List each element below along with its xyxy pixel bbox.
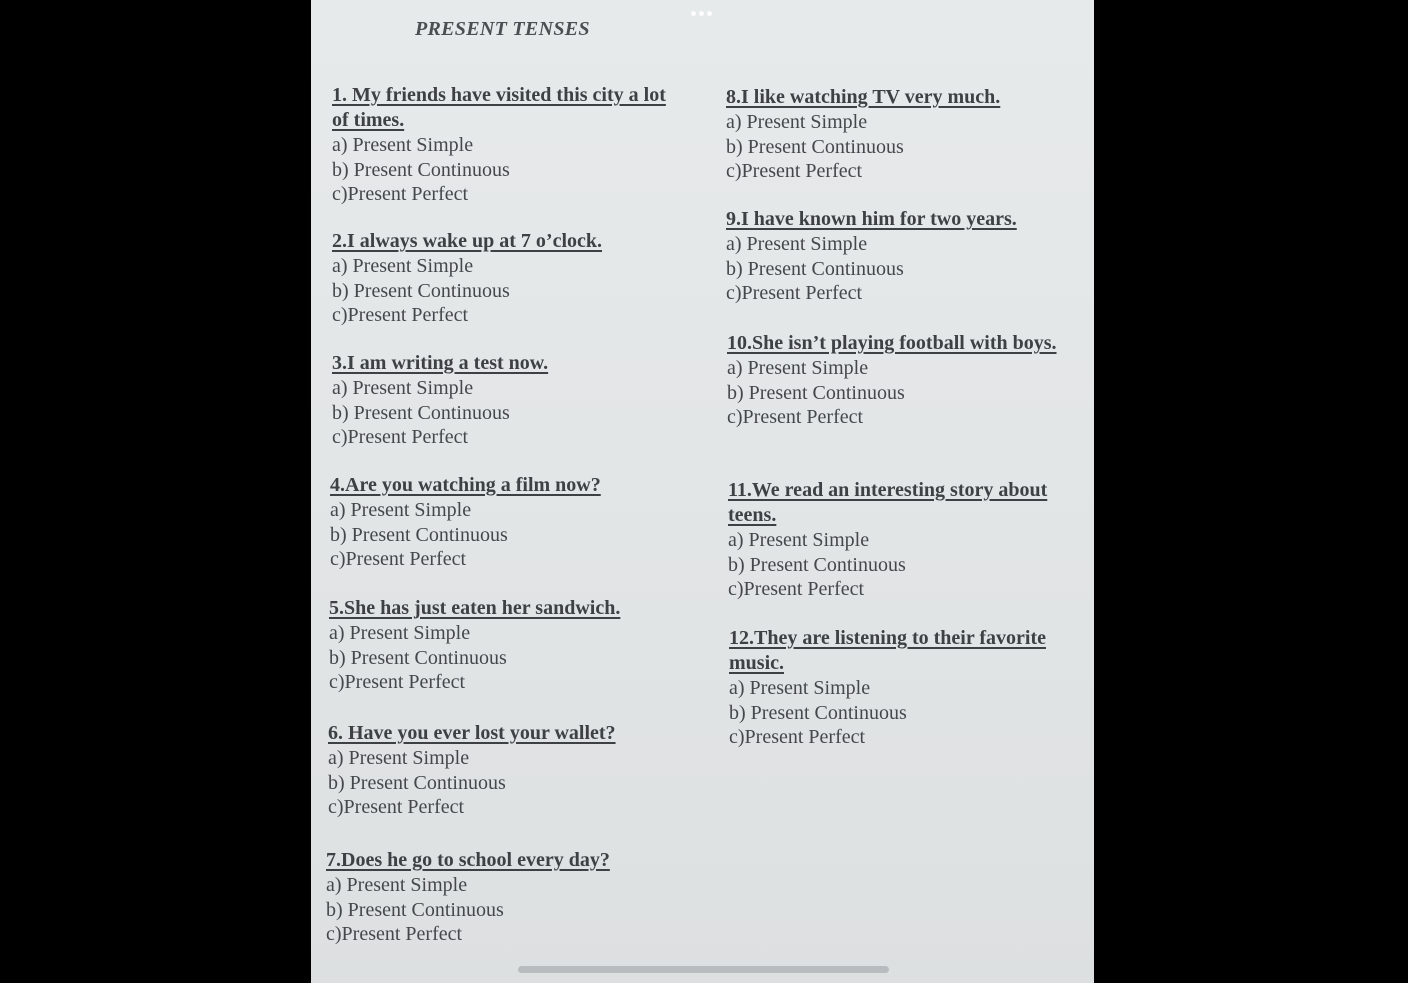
dot	[699, 11, 704, 16]
option-c: c)Present Perfect	[329, 671, 466, 693]
question-text: 6. Have you ever lost your wallet?	[328, 722, 616, 744]
option-b: b) Present Continuous	[727, 381, 905, 404]
option-a: a) Present Simple	[328, 747, 470, 769]
worksheet-page	[311, 0, 1094, 983]
option-a: a) Present Simple	[727, 357, 869, 379]
option-a: a) Present Simple	[729, 677, 871, 699]
question-2	[332, 229, 672, 328]
option-b: b) Present Continuous	[728, 553, 906, 576]
option-c: c)Present Perfect	[326, 923, 463, 945]
option-a: a) Present Simple	[332, 134, 474, 156]
option-b: b) Present Continuous	[328, 771, 506, 794]
option-a: a) Present Simple	[332, 255, 474, 277]
question-text: 1. My friends have visited this city a lot of times.	[332, 84, 666, 131]
question-text: 12.They are listening to their favorite music.	[729, 627, 1046, 674]
more-options-icon[interactable]	[691, 11, 712, 16]
question-text: 3.I am writing a test now.	[332, 352, 549, 374]
option-a: a) Present Simple	[726, 233, 868, 255]
question-text: 9.I have known him for two years.	[726, 208, 1017, 230]
question-text: 4.Are you watching a film now?	[330, 474, 601, 496]
option-c: c)Present Perfect	[729, 726, 866, 748]
question-text: 11.We read an interesting story about teens.	[728, 479, 1048, 526]
question-6	[328, 721, 678, 820]
option-c: c)Present Perfect	[330, 548, 467, 570]
question-7	[326, 848, 676, 947]
option-c: c)Present Perfect	[332, 183, 469, 205]
option-c: c)Present Perfect	[726, 282, 863, 304]
question-text: 10.She isn’t playing football with boys.	[727, 332, 1057, 354]
option-c: c)Present Perfect	[332, 304, 469, 326]
option-b: b) Present Continuous	[726, 257, 904, 280]
option-b: b) Present Continuous	[729, 701, 907, 724]
option-a: a) Present Simple	[332, 377, 474, 399]
question-10	[727, 331, 1057, 430]
option-b: b) Present Continuous	[329, 646, 507, 669]
option-a: a) Present Simple	[728, 529, 870, 551]
option-b: b) Present Continuous	[326, 898, 504, 921]
question-3	[332, 351, 672, 450]
option-b: b) Present Continuous	[332, 279, 510, 302]
question-4	[330, 473, 670, 572]
option-c: c)Present Perfect	[728, 578, 865, 600]
option-b: b) Present Continuous	[332, 401, 510, 424]
dot	[691, 11, 696, 16]
question-1	[332, 83, 672, 207]
option-a: a) Present Simple	[330, 499, 472, 521]
home-indicator[interactable]	[518, 966, 889, 973]
option-a: a) Present Simple	[326, 874, 468, 896]
question-text: 8.I like watching TV very much.	[726, 86, 1001, 108]
question-text: 5.She has just eaten her sandwich.	[329, 597, 621, 619]
option-c: c)Present Perfect	[332, 426, 469, 448]
option-a: a) Present Simple	[329, 622, 471, 644]
option-c: c)Present Perfect	[726, 160, 863, 182]
question-text: 2.I always wake up at 7 o’clock.	[332, 230, 603, 252]
question-11	[728, 478, 1090, 602]
question-9	[726, 207, 1086, 306]
question-5	[329, 596, 679, 695]
question-8	[726, 85, 1086, 184]
question-12	[729, 626, 1091, 750]
option-c: c)Present Perfect	[727, 406, 864, 428]
page-title: PRESENT TENSES	[415, 18, 590, 40]
option-b: b) Present Continuous	[332, 158, 510, 181]
option-b: b) Present Continuous	[726, 135, 904, 158]
question-text: 7.Does he go to school every day?	[326, 849, 610, 871]
option-a: a) Present Simple	[726, 111, 868, 133]
option-b: b) Present Continuous	[330, 523, 508, 546]
option-c: c)Present Perfect	[328, 796, 465, 818]
dot	[707, 11, 712, 16]
